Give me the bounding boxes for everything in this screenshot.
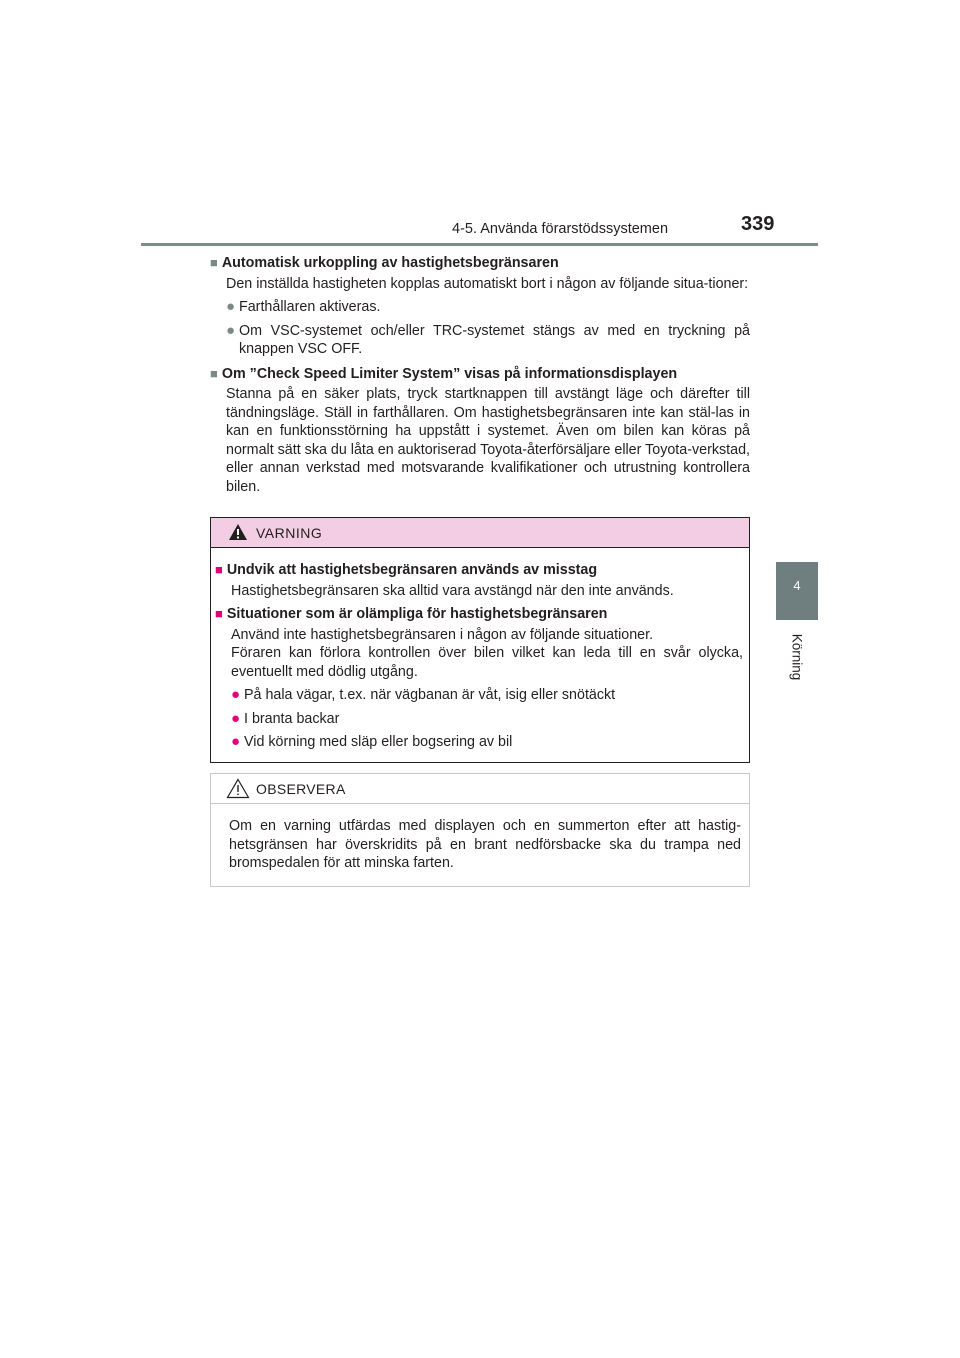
circle-bullet-icon: ● <box>231 686 241 703</box>
section-title: 4-5. Använda förarstödssystemen <box>452 221 669 237</box>
section-heading-text: Automatisk urkoppling av hastighetsbegränsaren <box>221 255 559 271</box>
square-bullet-icon: ■ <box>215 562 223 577</box>
notice-triangle-icon <box>226 778 250 804</box>
square-bullet-icon: ■ <box>210 365 218 381</box>
chapter-number: 4 <box>793 578 801 593</box>
notice-header <box>211 774 749 804</box>
notice-text: Om en varning utfärdas med displayen och en summerton efter att hastig-hetsgränsen har överskridits på en brant nedförsbacke ska du trampa ned bromspedalen för att minska farten. <box>229 818 741 871</box>
warning-item-heading <box>215 561 743 580</box>
header-rule <box>141 243 818 246</box>
warning-item-text: Använd inte hastighetsbegränsaren i någon av följande situationer. <box>231 626 654 643</box>
list-item <box>226 298 750 317</box>
list-item-text: Farthållaren aktiveras. <box>239 299 381 315</box>
chapter-tab <box>776 562 818 620</box>
list-item-text: Om VSC-systemet och/eller TRC-systemet stängs av med en tryckning på knappen VSC OFF. <box>239 322 750 357</box>
section-paragraph: Den inställda hastigheten kopplas automatiskt bort i någon av följande situa-tioner: <box>226 275 749 292</box>
page-number: 339 <box>741 213 775 235</box>
square-bullet-icon: ■ <box>215 606 223 621</box>
list-item-text: Vid körning med släp eller bogsering av bil <box>244 734 513 750</box>
warning-box <box>210 517 750 763</box>
chapter-label: Körning <box>789 633 805 681</box>
warning-body <box>215 561 743 752</box>
warning-item-heading-text: Situationer som är olämpliga för hastighetsbegränsaren <box>226 606 608 622</box>
warning-item-text: Hastighetsbegränsaren ska alltid vara avstängd när den inte används. <box>231 582 674 599</box>
section-heading-text: Om ”Check Speed Limiter System” visas på informationsdisplayen <box>221 365 678 382</box>
list-item-text: På hala vägar, t.ex. när vägbanan är våt, isig eller snötäckt <box>244 687 616 703</box>
notice-label: OBSERVERA <box>256 781 346 797</box>
circle-bullet-icon: ● <box>226 321 236 339</box>
warning-item-text: Föraren kan förlora kontrollen över bilen vilket kan leda till en svår olycka, eventuellt med dödlig utgång. <box>231 645 743 680</box>
main-content <box>210 254 750 496</box>
circle-bullet-icon: ● <box>231 709 241 727</box>
list-item <box>231 686 743 705</box>
square-bullet-icon: ■ <box>210 255 218 270</box>
list-item-text: I branta backar <box>244 710 340 727</box>
warning-label: VARNING <box>256 525 323 541</box>
warning-header <box>211 518 749 548</box>
list-item <box>226 322 750 359</box>
circle-bullet-icon: ● <box>231 733 241 750</box>
notice-box <box>210 773 750 887</box>
section-heading <box>210 254 750 273</box>
section-heading <box>210 365 750 384</box>
section-paragraph: Stanna på en säker plats, tryck startknappen till avstängt läge och därefter till tändningsläge. Ställ in farthållaren. Om hastighetsbegränsaren inte kan stäl-las in kan en funktionsstörning ha uppstått i systemet. Även om bilen kan köras på normalt sätt ska du låta en auktoriserad Toyota-återförsäljare eller Toyota-verkstad, eller annan verkstad med motsvarande kvalifikationer och utrustning kontrollera bilen. <box>226 386 750 495</box>
warning-item-heading-text: Undvik att hastighetsbegränsaren används av misstag <box>226 562 598 578</box>
warning-triangle-icon <box>228 523 248 546</box>
list-item <box>231 710 743 729</box>
warning-item-heading <box>215 605 743 624</box>
list-item <box>231 733 743 752</box>
circle-bullet-icon: ● <box>226 298 236 315</box>
